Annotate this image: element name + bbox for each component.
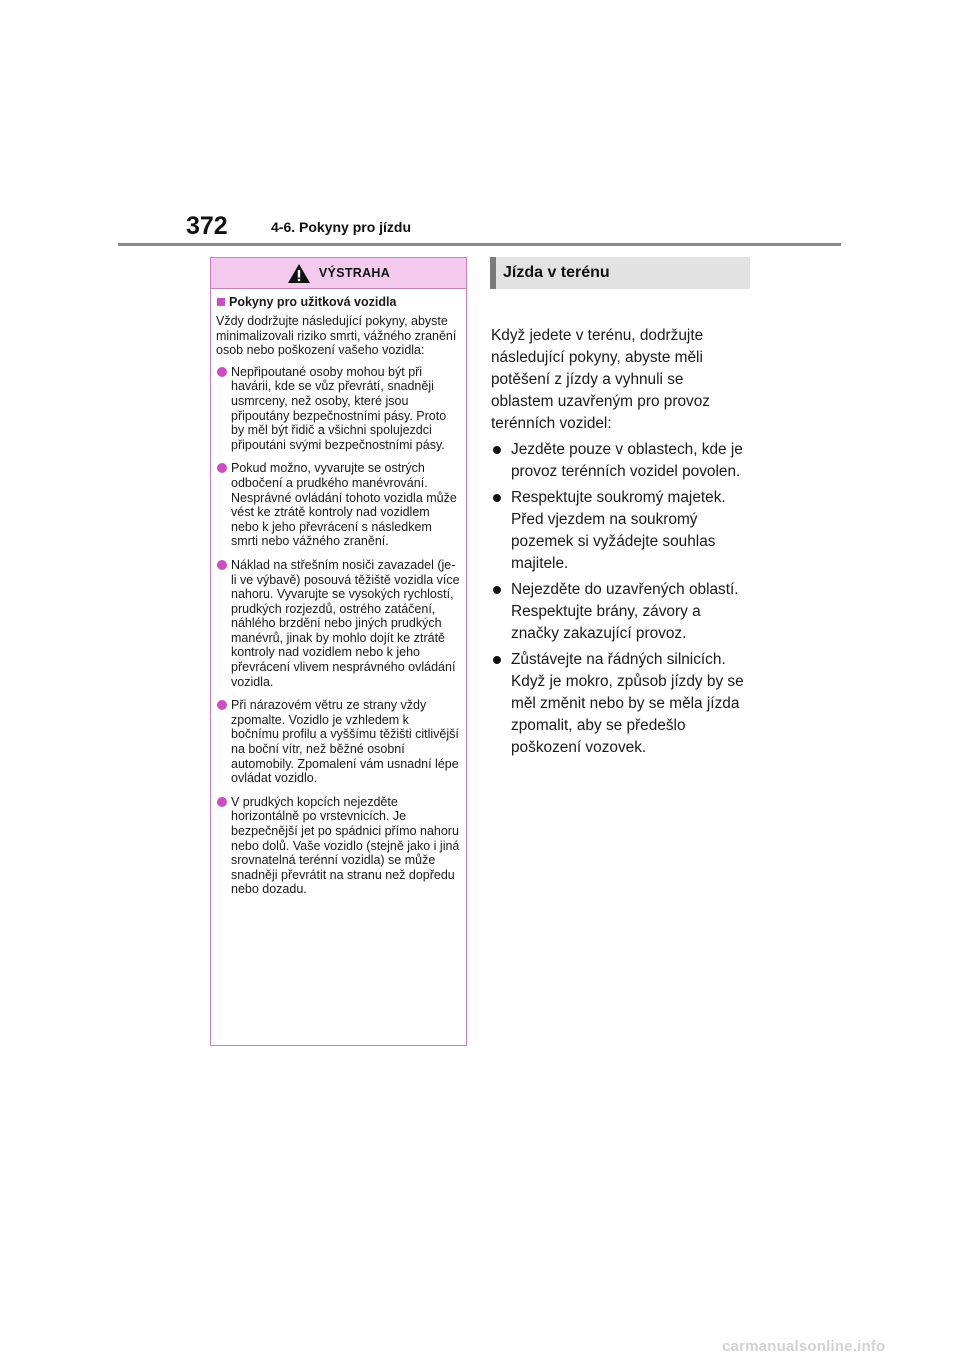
bullet-icon <box>493 494 501 502</box>
warning-triangle-icon <box>287 263 311 284</box>
terrain-item <box>490 487 750 575</box>
page-number: 372 <box>186 212 228 240</box>
terrain-item <box>490 439 750 483</box>
warning-header <box>211 258 466 289</box>
warning-heading-text: Pokyny pro užitková vozidla <box>229 295 397 309</box>
warning-body <box>211 289 466 897</box>
terrain-list <box>490 439 750 759</box>
bullet-icon <box>493 656 501 664</box>
warning-item <box>216 698 460 786</box>
section-title: 4-6. Pokyny pro jízdu <box>271 219 412 235</box>
warning-item <box>216 365 460 453</box>
terrain-title: Jízda v terénu <box>503 264 610 281</box>
terrain-item <box>490 579 750 645</box>
square-bullet-icon <box>217 298 225 306</box>
header-rule <box>118 243 841 246</box>
bullet-icon <box>217 367 227 377</box>
terrain-item-text: Jezděte pouze v oblastech, kde je provoz terénních vozidel povolen. <box>511 441 743 480</box>
warning-heading <box>216 295 460 310</box>
warning-item <box>216 461 460 549</box>
bullet-icon <box>217 560 227 570</box>
bullet-icon <box>217 797 227 807</box>
bullet-icon <box>217 700 227 710</box>
warning-item-text: V prudkých kopcích nejezděte horizontálně po vrstevnicích. Je bezpečnější jet po spádnici přímo nahoru nebo dolů. Vaše vozidlo (stejně jako i jiná srovnatelná terénní vozidla) se může snadněji převrátit na stranu než dopředu nebo dozadu. <box>231 794 460 897</box>
warning-box <box>210 257 467 1046</box>
terrain-intro: Když jedete v terénu, dodržujte následující pokyny, abyste měli potěšení z jízdy a vyhnuli se oblastem uzavřeným pro provoz terénních vozidel: <box>491 327 710 432</box>
watermark: carmanualsonline.info <box>722 1338 886 1355</box>
warning-item-text: Nepřipoutané osoby mohou být při havárii, kde se vůz převrátí, snadněji usmrceny, než osoby, které jsou připoutány bezpečnostními pásy. Proto by měl být řidič a všichni spolujezdci připoutáni svými bezpečnostními pásy. <box>231 364 447 452</box>
terrain-item-text: Respektujte soukromý majetek. Před vjezdem na soukromý pozemek si vyžádejte souhlas majitele. <box>511 489 726 572</box>
terrain-section <box>490 257 750 759</box>
warning-label: VÝSTRAHA <box>318 266 391 280</box>
warning-item-text: Náklad na střešním nosiči zavazadel (je-li ve výbavě) posouvá těžiště vozidla více nahoru. Vyvarujte se vysokých rychlostí, prudkých rozjezdů, ostrého zatáčení, náhlého brzdění nebo jiných prudkých manévrů, jinak by mohlo dojít ke ztrátě kontroly nad vozidlem nebo k jeho převrácení vlivem nesprávného ovládání vozidla. <box>231 557 460 689</box>
terrain-item-text: Nejezděte do uzavřených oblastí. Respektujte brány, závory a značky zakazující provoz. <box>511 581 739 642</box>
terrain-item-text: Zůstávejte na řádných silnicích. Když je mokro, způsob jízdy by se měl změnit nebo by se měla jízda zpomalit, aby se předešlo poškození vozovek. <box>511 651 744 756</box>
terrain-header <box>490 257 750 289</box>
warning-item <box>216 795 460 897</box>
warning-intro: Vždy dodržujte následující pokyny, abyste minimalizovali riziko smrti, vážného zranění osob nebo poškození vašeho vozidla: <box>216 314 457 358</box>
warning-item <box>216 558 460 689</box>
bullet-icon <box>217 463 227 473</box>
bullet-icon <box>493 586 501 594</box>
terrain-item <box>490 649 750 759</box>
bullet-icon <box>493 446 501 454</box>
warning-item-text: Pokud možno, vyvarujte se ostrých odbočení a prudkého manévrování. Nesprávné ovládání tohoto vozidla může vést ke ztrátě kontroly nad vozidlem nebo k jeho převrácení s následkem smrti nebo vážného zranění. <box>231 461 457 549</box>
warning-item-text: Při nárazovém větru ze strany vždy zpomalte. Vozidlo je vzhledem k bočnímu profilu a vyššímu těžišti citlivější na boční vítr, než běžné osobní automobily. Zpomalení vám usnadní lépe ovládat vozidlo. <box>231 698 459 786</box>
